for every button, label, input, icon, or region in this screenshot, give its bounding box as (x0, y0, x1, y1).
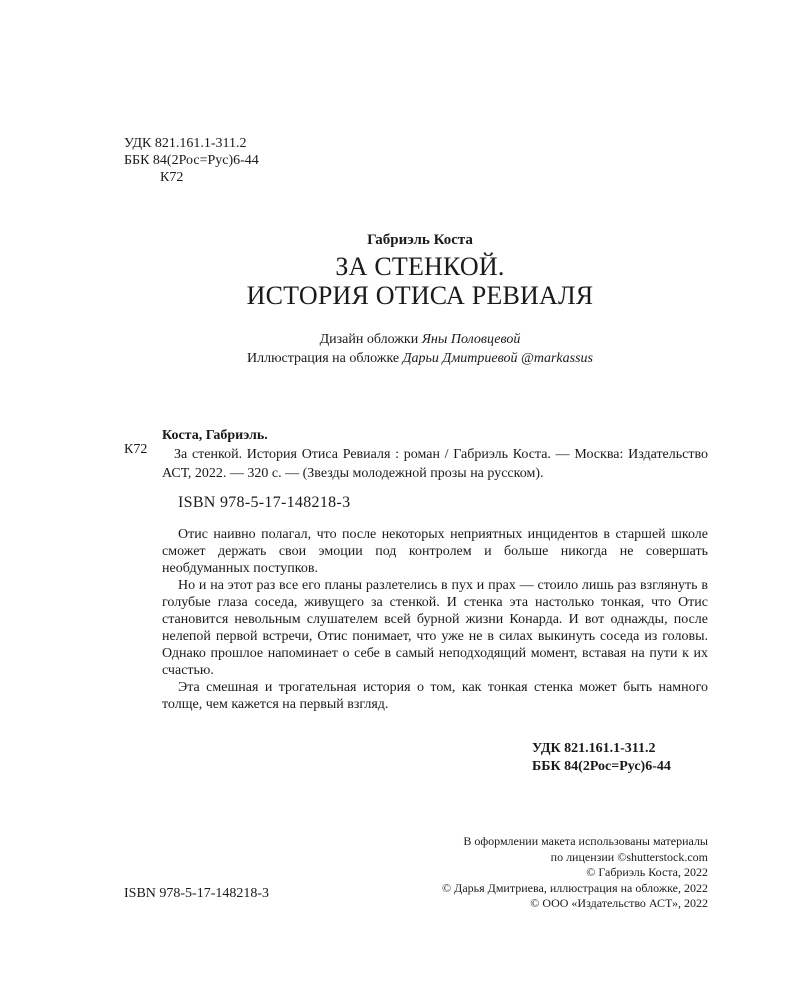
author-mark: К72 (160, 170, 184, 185)
top-classification-codes (124, 135, 259, 186)
cover-designer-name: Яны Половцевой (421, 332, 521, 347)
cover-design-label: Дизайн обложки (319, 332, 422, 347)
copyright-illustrator: © Дарья Дмитриева, иллюстрация на обложке, 2022 (442, 880, 708, 895)
cover-credits (0, 330, 800, 368)
copyright-author: © Габриэль Коста, 2022 (586, 865, 708, 879)
copyright-publisher: © ООО «Издательство АСТ», 2022 (530, 896, 708, 910)
book-author: Габриэль Коста (367, 232, 473, 248)
cover-design-credit (40, 330, 800, 349)
illustration-credit (40, 349, 800, 368)
isbn-main: ISBN 978-5-17-148218-3 (178, 494, 351, 511)
license-line-1: В оформлении макета использованы материалы (463, 834, 708, 848)
illustrator-name: Дарьи Дмитриевой @markassus (402, 351, 593, 366)
annotation-paragraph: Эта смешная и трогательная история о том, как тонкая стенка может быть намного толще, чем кажется на первый взгляд. (162, 680, 708, 712)
bottom-classification-codes (532, 740, 671, 776)
license-line-2: по лицензии ©shutterstock.com (550, 849, 708, 864)
book-title (0, 252, 800, 310)
bottom-udk-code: УДК 821.161.1-311.2 (532, 741, 656, 756)
card-author-mark: К72 (124, 442, 148, 457)
illustration-label: Иллюстрация на обложке (247, 351, 403, 366)
bbk-code: ББК 84(2Рос=Рус)6-44 (124, 153, 259, 168)
card-heading: Коста, Габриэль. (162, 428, 268, 443)
title-line-2: ИСТОРИЯ ОТИСА РЕВИАЛЯ (246, 281, 594, 310)
annotation-paragraph: Но и на этот раз все его планы разлетелись в пух и прах — стоило лишь раз взглянуть в голубые глаза соседа, живущего за стенкой. И стенка эта настолько тонкая, что Отис становится невольным слушателем всей бурной жизни Конарда. И вот однажды, после нелепой первой встречи, Отис понимает, что уже не в силах выкинуть соседа из головы. Однако прошлое напоминает о себе в самый неподходящий момент, вставая на пути к их счастью. (162, 578, 708, 678)
title-line-1: ЗА СТЕНКОЙ. (335, 252, 505, 281)
annotation-paragraph: Отис наивно полагал, что после некоторых неприятных инцидентов в старшей школе сможет держать свои эмоции под контролем и больше никогда не совершать необдуманных поступков. (162, 527, 708, 576)
isbn-bottom: ISBN 978-5-17-148218-3 (124, 886, 270, 901)
card-description: За стенкой. История Отиса Ревиаля : роман / Габриэль Коста. — Москва: Издательство АСТ, 2022. — 320 с. — (Звезды молодежной прозы на русском). (162, 447, 708, 481)
bottom-bbk-code: ББК 84(2Рос=Рус)6-44 (532, 759, 671, 774)
copyright-notice (442, 834, 708, 912)
catalog-card (162, 426, 708, 483)
annotation (162, 526, 708, 713)
udk-code: УДК 821.161.1-311.2 (124, 136, 247, 151)
